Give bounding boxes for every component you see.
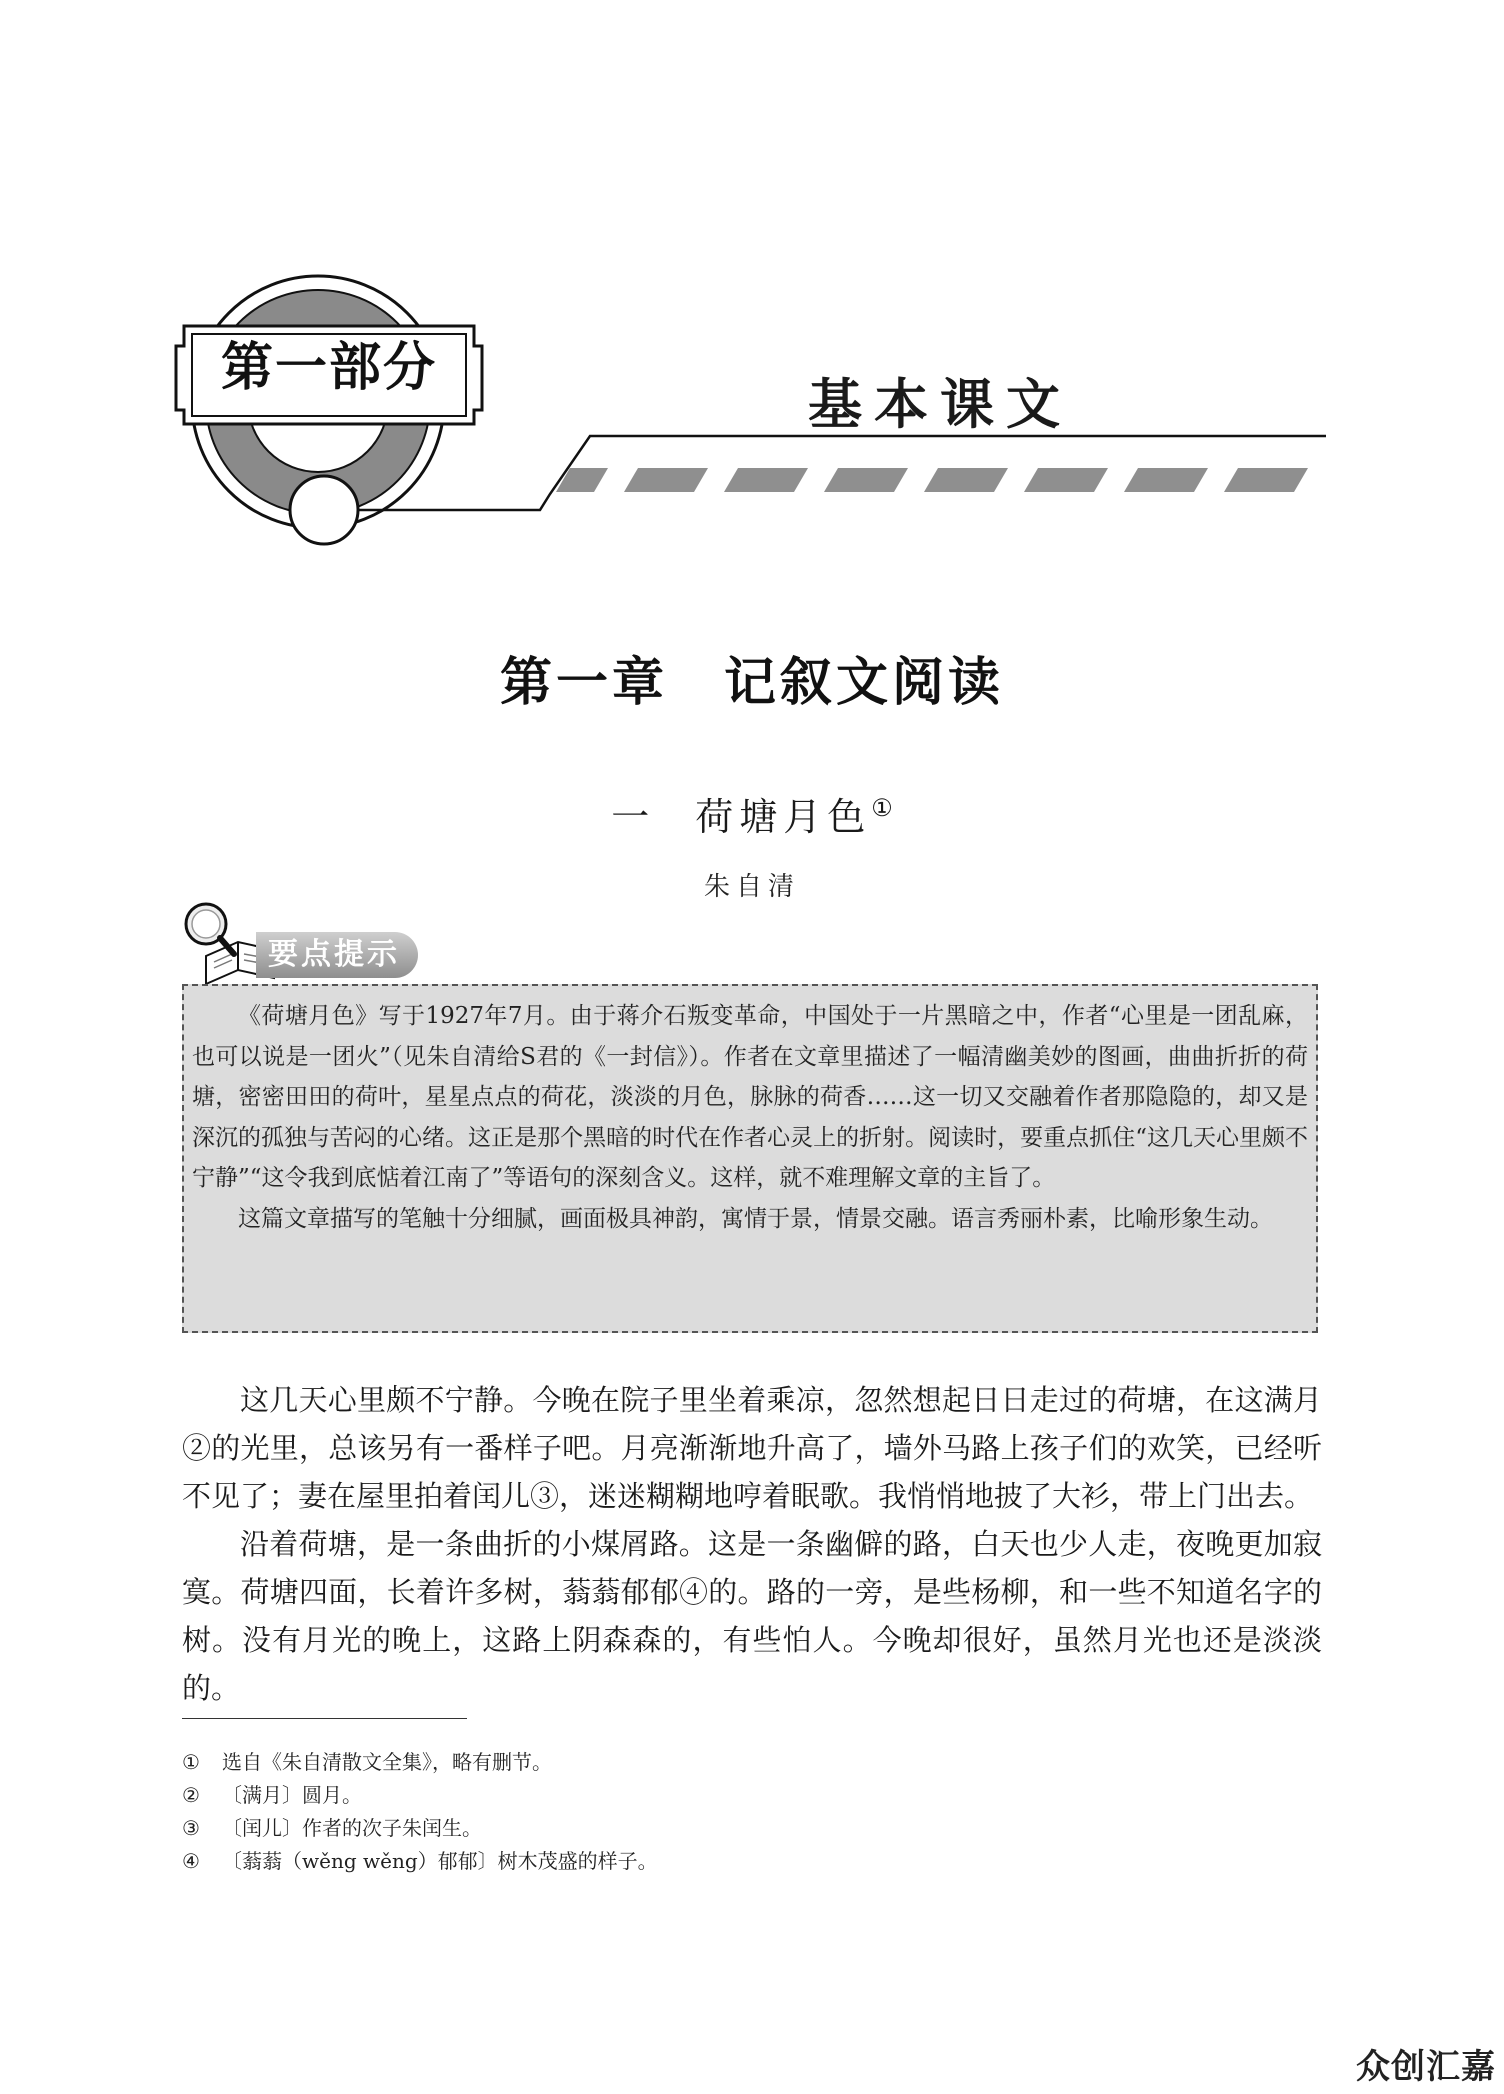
footnote-text: 〔满月〕圆月。 xyxy=(222,1783,362,1807)
body-text-span: 的光里，总该另有一番样子吧。月亮渐渐地升高了，墙外马路上孩子们的欢笑，已经听不见了；妻在屋里拍着闰儿 xyxy=(182,1431,1322,1513)
key-points-label: 要点提示 xyxy=(256,932,418,978)
key-points-box xyxy=(182,984,1318,1333)
key-points-paragraph: 《荷塘月色》写于1927年7月。由于蒋介石叛变革命，中国处于一片黑暗之中，作者“心里是一团乱麻，也可以说是一团火”（见朱自清给S君的《一封信》）。作者在文章里描述了一幅清幽美妙的图画，曲曲折折的荷塘，密密田田的荷叶，星星点点的荷花，淡淡的月色，脉脉的荷香……这一切又交融着作者那隐隐的，却又是深沉的孤独与苦闷的心绪。这正是那个黑暗的时代在作者心灵上的折射。阅读时，要重点抓住“这几天心里颇不宁静”“这令我到底惦着江南了”等语句的深刻含义。这样，就不难理解文章的主旨了。 xyxy=(192,1003,1308,1191)
lesson-number: 一 xyxy=(611,795,656,839)
body-paragraph-1 xyxy=(182,1376,1322,1520)
chapter-heading xyxy=(0,640,1504,715)
footnote-item xyxy=(182,1812,1322,1845)
footnote-text: 〔蓊蓊（wěng wěng）郁郁〕树木茂盛的样子。 xyxy=(222,1849,658,1873)
footnote-divider xyxy=(182,1718,467,1719)
body-text-span: 的。路的一旁，是些杨柳，和一些不知道名字的树。没有月光的晚上，这路上阴森森的，有些怕人。今晚却很好，虽然月光也还是淡淡的。 xyxy=(182,1575,1322,1705)
footnote-text: 〔闰儿〕作者的次子朱闰生。 xyxy=(222,1816,482,1840)
author-name: 朱自清 xyxy=(703,872,800,902)
lesson-heading xyxy=(0,786,1504,841)
footnotes xyxy=(182,1746,1322,1878)
part-title: 基本课文 xyxy=(808,373,1072,436)
part-banner-graphic xyxy=(170,260,1330,580)
body-paragraph-2 xyxy=(182,1520,1322,1712)
body-text-span: 沿着荷塘，是一条曲折的小煤屑路。这是一条幽僻的路，白天也少人走，夜晚更加寂寞。荷塘四面，长着许多树，蓊蓊郁郁 xyxy=(182,1527,1322,1609)
footnote-text: 选自《朱自清散文全集》，略有删节。 xyxy=(222,1750,552,1774)
chapter-number: 第一章 xyxy=(499,653,668,713)
footnote-mark: ② xyxy=(182,1783,200,1807)
body-text-span: 这几天心里颇不宁静。今晚在院子里坐着乘凉，忽然想起日日走过的荷塘，在这满月 xyxy=(240,1383,1322,1417)
lesson-footnote-mark: ① xyxy=(871,794,893,822)
footnote-ref: ③ xyxy=(530,1479,560,1513)
part-label: 第一部分 xyxy=(220,338,437,398)
footnote-item xyxy=(182,1746,1322,1779)
lesson-title: 荷塘月色 xyxy=(695,795,872,839)
body-text-span: ，迷迷糊糊地哼着眠歌。我悄悄地披了大衫，带上门出去。 xyxy=(559,1479,1314,1513)
footnote-mark: ③ xyxy=(182,1816,200,1840)
article-body xyxy=(182,1376,1322,1712)
watermark: 众创汇嘉 xyxy=(1356,2047,1496,2087)
footnote-item xyxy=(182,1845,1322,1878)
footnote-ref: ④ xyxy=(679,1575,709,1609)
footnote-ref: ② xyxy=(182,1431,212,1465)
key-points-paragraph: 这篇文章描写的笔触十分细腻，画面极具神韵，寓情于景，情景交融。语言秀丽朴素，比喻形象生动。 xyxy=(238,1205,1273,1232)
chapter-title: 记叙文阅读 xyxy=(724,653,1005,713)
footnote-item xyxy=(182,1779,1322,1812)
footnote-mark: ④ xyxy=(182,1849,200,1873)
footnote-mark: ① xyxy=(182,1750,200,1774)
